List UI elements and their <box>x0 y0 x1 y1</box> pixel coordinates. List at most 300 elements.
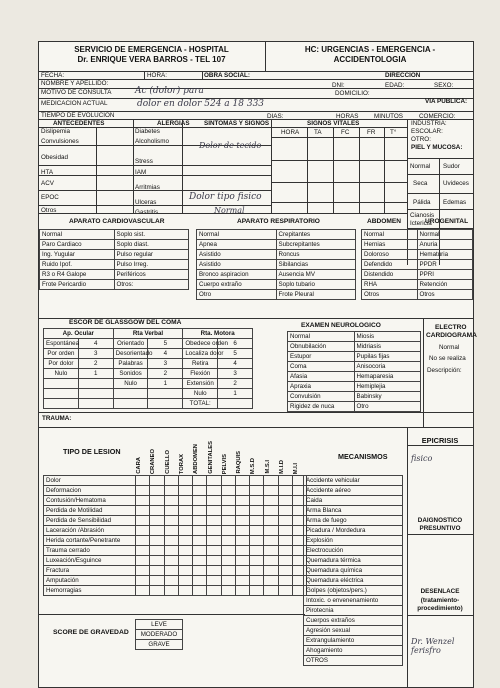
neuro-row <box>288 392 421 402</box>
lesion-cell[interactable] <box>150 546 164 556</box>
domicilio-label: DOMICILIO: <box>335 90 370 97</box>
lesion-type: Contusión/Hematoma <box>44 496 136 506</box>
alergia-3: IAM <box>135 169 147 176</box>
lesion-cell[interactable] <box>250 566 264 576</box>
lesion-cell[interactable] <box>235 536 249 546</box>
lesion-cell[interactable] <box>221 496 235 506</box>
lesion-title: TIPO DE LESION <box>63 447 121 456</box>
lesion-cell[interactable] <box>221 486 235 496</box>
glasgow-cell: 2 <box>78 359 113 369</box>
lesion-cell[interactable] <box>221 576 235 586</box>
lesion-cell[interactable] <box>221 566 235 576</box>
cardio-item: Paro Cardiaco <box>40 240 115 250</box>
lesion-cell[interactable] <box>207 506 221 516</box>
lesion-type: Laceración /Abrasión <box>44 526 136 536</box>
mecanismo-item: OTROS <box>304 656 403 666</box>
lesion-cell[interactable] <box>136 476 150 486</box>
urogenital-item: PPRI <box>417 270 473 280</box>
mecanismo-item: Explosión <box>304 536 403 546</box>
neuro-item: Hemaparesia <box>354 372 421 382</box>
lesion-cell[interactable] <box>235 526 249 536</box>
lesion-cell[interactable] <box>136 586 150 596</box>
neuro-row <box>288 362 421 372</box>
otro-label: OTRO: <box>411 136 431 143</box>
gravedad-row <box>136 640 183 650</box>
gravedad-row <box>136 630 183 640</box>
lesion-cell[interactable] <box>278 506 292 516</box>
medicacion-handwriting: dolor en dolor 524 a 18 333 <box>137 99 265 109</box>
diag-title-2: PRESUNTIVO <box>419 525 461 532</box>
lesion-cell[interactable] <box>264 486 278 496</box>
neuro-row <box>288 332 421 342</box>
mecanismo-item: Electrocución <box>304 546 403 556</box>
region-header: M.S.D <box>250 457 257 474</box>
lesion-type: Deformacion <box>44 486 136 496</box>
lesion-cell[interactable] <box>264 476 278 486</box>
mecanismo-row <box>304 646 403 656</box>
neuro-item: Coma <box>288 362 355 372</box>
cardio-item: R3 o R4 Galope <box>40 270 115 280</box>
gravedad-level: MODERADO <box>136 630 183 640</box>
direccion-label: DIRECCION <box>385 72 421 79</box>
lesion-cell[interactable] <box>264 526 278 536</box>
lesion-cell[interactable] <box>178 476 192 486</box>
glasgow-table <box>43 328 253 409</box>
lesion-cell[interactable] <box>250 516 264 526</box>
piel-item-4: Pálida <box>413 199 431 206</box>
lesion-cell[interactable] <box>164 476 178 486</box>
lesion-regions <box>134 430 304 474</box>
ecg-title-1: ELECTRO <box>435 324 467 331</box>
lesion-cell[interactable] <box>278 576 292 586</box>
lesion-cell[interactable] <box>136 486 150 496</box>
mecanismo-row <box>304 586 403 596</box>
lesion-cell[interactable] <box>193 566 207 576</box>
lesion-cell[interactable] <box>150 586 164 596</box>
vitales-col-3: FR <box>367 129 376 136</box>
lesion-cell[interactable] <box>150 566 164 576</box>
urogenital-item: Retención <box>417 280 473 290</box>
resp-table <box>196 229 356 300</box>
lesion-cell[interactable] <box>136 536 150 546</box>
cardio-row <box>40 260 189 270</box>
glasgow-row <box>44 369 253 379</box>
lesion-cell[interactable] <box>221 526 235 536</box>
lesion-cell[interactable] <box>193 476 207 486</box>
lesion-cell[interactable] <box>150 476 164 486</box>
cardio-item: Otros: <box>114 280 189 290</box>
lesion-cell[interactable] <box>264 506 278 516</box>
lesion-cell[interactable] <box>178 516 192 526</box>
mecanismo-row <box>304 516 403 526</box>
lesion-cell[interactable] <box>207 536 221 546</box>
resp-item: Asistido <box>197 260 277 270</box>
lesion-cell[interactable] <box>264 576 278 586</box>
lesion-cell[interactable] <box>150 486 164 496</box>
lesion-row <box>44 496 307 506</box>
lesion-cell[interactable] <box>178 526 192 536</box>
lesion-cell[interactable] <box>221 536 235 546</box>
lesion-cell[interactable] <box>164 506 178 516</box>
lesion-cell[interactable] <box>207 566 221 576</box>
glasgow-cell: Extensión <box>183 379 218 389</box>
lesion-cell[interactable] <box>136 576 150 586</box>
glasgow-row <box>44 359 253 369</box>
lesion-cell[interactable] <box>207 556 221 566</box>
obra-social-label: OBRA SOCIAL: <box>204 72 250 79</box>
cardio-row <box>40 280 189 290</box>
lesion-cell[interactable] <box>178 496 192 506</box>
mecanismo-row <box>304 556 403 566</box>
lesion-cell[interactable] <box>136 566 150 576</box>
glasgow-cell: 4 <box>218 359 253 369</box>
resp-row <box>197 260 356 270</box>
lesion-cell[interactable] <box>150 526 164 536</box>
desenlace-handwriting: Dr. Wenzel ferisfro <box>411 637 455 655</box>
piel-title: PIEL Y MUCOSA: <box>411 144 463 151</box>
mecanismo-row <box>304 616 403 626</box>
mecanismo-item: Agresión sexual <box>304 626 403 636</box>
lesion-cell[interactable] <box>164 526 178 536</box>
lesion-cell[interactable] <box>250 486 264 496</box>
glasgow-cell: Flexión <box>183 369 218 379</box>
lesion-cell[interactable] <box>250 496 264 506</box>
glasgow-cell <box>78 389 113 399</box>
sexo-label: SEXO: <box>434 82 454 89</box>
lesion-cell[interactable] <box>278 526 292 536</box>
lesion-cell[interactable] <box>278 476 292 486</box>
lesion-cell[interactable] <box>207 526 221 536</box>
lesion-cell[interactable] <box>136 556 150 566</box>
piel-item-7: Ictericia <box>410 220 432 227</box>
mecanismo-row <box>304 506 403 516</box>
lesion-cell[interactable] <box>178 576 192 586</box>
ecg-no-realiza: No se realiza <box>429 355 466 362</box>
lesion-type: Fractura <box>44 566 136 576</box>
abdomen-uro-row <box>362 280 473 290</box>
lesion-cell[interactable] <box>278 546 292 556</box>
antecedente-2: Obesidad <box>41 154 68 161</box>
lesion-cell[interactable] <box>150 496 164 506</box>
lesion-cell[interactable] <box>235 586 249 596</box>
lesion-cell[interactable] <box>264 586 278 596</box>
lesion-cell[interactable] <box>164 496 178 506</box>
neuro-title: EXAMEN NEUROLOGICO <box>301 322 381 329</box>
resp-item: Apnea <box>197 240 277 250</box>
lesion-cell[interactable] <box>150 576 164 586</box>
antecedentes-title: ANTECEDENTES <box>53 120 105 127</box>
region-header: M.I.D <box>279 460 285 474</box>
lesion-cell[interactable] <box>207 486 221 496</box>
lesion-cell[interactable] <box>264 496 278 506</box>
antecedente-6: Otros <box>41 207 57 214</box>
ecg-descripcion: Descripción: <box>427 367 462 374</box>
vitales-col-2: FC <box>341 129 350 136</box>
cardio-item: Pulso Irreg. <box>114 260 189 270</box>
lesion-cell[interactable] <box>136 506 150 516</box>
resp-row <box>197 270 356 280</box>
vitales-col-0: HORA <box>281 129 300 136</box>
lesion-cell[interactable] <box>221 546 235 556</box>
diag-title-1: DAIGNOSTICO <box>417 517 463 524</box>
glasgow-cell: 4 <box>78 339 113 349</box>
lesion-cell[interactable] <box>164 576 178 586</box>
glasgow-row <box>44 339 253 349</box>
mecanismo-item: Ahogamiento <box>304 646 403 656</box>
lesion-cell[interactable] <box>207 516 221 526</box>
resp-item: Sibilancias <box>276 260 356 270</box>
lesion-cell[interactable] <box>193 546 207 556</box>
lesion-cell[interactable] <box>221 516 235 526</box>
lesion-type: Trauma cerrado <box>44 546 136 556</box>
neuro-row <box>288 342 421 352</box>
mecanismo-item: Quemadura térmica <box>304 556 403 566</box>
glasgow-title: ESCOR DE GLASSGOW DEL COMA <box>69 319 182 326</box>
mecanismo-item: Accidente aéreo <box>304 486 403 496</box>
neuro-row <box>288 402 421 412</box>
lesion-cell[interactable] <box>235 476 249 486</box>
lesion-cell[interactable] <box>235 576 249 586</box>
resp-item: Normal <box>197 230 277 240</box>
glasgow-cell: Nulo <box>183 389 218 399</box>
glasgow-cell <box>148 389 183 399</box>
mecanismos-title: MECANISMOS <box>338 452 388 461</box>
lesion-cell[interactable] <box>164 536 178 546</box>
lesion-cell[interactable] <box>235 486 249 496</box>
lesion-cell[interactable] <box>193 576 207 586</box>
lesion-table <box>43 475 307 596</box>
mecanismo-row <box>304 486 403 496</box>
lesion-cell[interactable] <box>250 586 264 596</box>
lesion-cell[interactable] <box>136 546 150 556</box>
lesion-cell[interactable] <box>250 556 264 566</box>
glasgow-cell: TOTAL: <box>183 399 218 409</box>
cardio-item: Ing. Yugular <box>40 250 115 260</box>
mecanismo-item: Arma Blanca <box>304 506 403 516</box>
lesion-cell[interactable] <box>264 556 278 566</box>
piel-item-2: Seca <box>413 180 428 187</box>
desenlace-2: (tratamiento- <box>420 597 460 604</box>
neuro-item: Midriasis <box>354 342 421 352</box>
lesion-cell[interactable] <box>178 586 192 596</box>
neuro-item: Rigidez de nuca <box>288 402 355 412</box>
glasgow-cell: 4 <box>148 349 183 359</box>
lesion-cell[interactable] <box>164 556 178 566</box>
fecha-label: FECHA: <box>41 72 65 79</box>
alergia-4: Arritmias <box>135 184 160 191</box>
mecanismo-row <box>304 596 403 606</box>
sintomas-handwriting-3: Normal <box>214 206 245 215</box>
sintomas-title: SINTOMAS Y SIGNOS <box>204 120 270 127</box>
lesion-cell[interactable] <box>278 556 292 566</box>
hc-title-1: HC: URGENCIAS - EMERGENCIA - <box>304 45 436 54</box>
vitales-title: SIGNOS VITALES <box>307 120 360 127</box>
lesion-cell[interactable] <box>193 526 207 536</box>
lesion-cell[interactable] <box>178 556 192 566</box>
lesion-row <box>44 576 307 586</box>
gravedad-row <box>136 620 183 630</box>
lesion-row <box>44 516 307 526</box>
lesion-cell[interactable] <box>207 476 221 486</box>
cardio-title: APARATO CARDIOVASCULAR <box>69 218 165 225</box>
trauma-label: TRAUMA: <box>42 415 72 422</box>
neuro-row <box>288 382 421 392</box>
lesion-cell[interactable] <box>150 536 164 546</box>
lesion-cell[interactable] <box>193 536 207 546</box>
region-header: M.S.I <box>264 460 271 474</box>
mecanismo-row <box>304 526 403 536</box>
lesion-cell[interactable] <box>278 536 292 546</box>
abdomen-uro-row <box>362 260 473 270</box>
neuro-item: Anisocoria <box>354 362 421 372</box>
lesion-cell[interactable] <box>264 516 278 526</box>
mecanismo-row <box>304 636 403 646</box>
lesion-cell[interactable] <box>207 546 221 556</box>
lesion-cell[interactable] <box>178 506 192 516</box>
lesion-cell[interactable] <box>221 556 235 566</box>
mecanismo-item: Quemadura química <box>304 566 403 576</box>
lesion-cell[interactable] <box>193 516 207 526</box>
lesion-cell[interactable] <box>150 556 164 566</box>
epicrisis-handwriting: fisico <box>411 454 433 463</box>
glasgow-row <box>44 379 253 389</box>
lesion-cell[interactable] <box>193 486 207 496</box>
region-header: M.I.I <box>293 462 300 474</box>
lesion-cell[interactable] <box>164 586 178 596</box>
lesion-cell[interactable] <box>164 546 178 556</box>
edad-label: EDAD: <box>385 82 405 89</box>
glasgow-h-verbal: Rta Verbal <box>113 329 183 339</box>
lesion-cell[interactable] <box>250 506 264 516</box>
lesion-cell[interactable] <box>178 486 192 496</box>
lesion-cell[interactable] <box>136 516 150 526</box>
lesion-type: Hemorragias <box>44 586 136 596</box>
lesion-cell[interactable] <box>207 586 221 596</box>
lesion-cell[interactable] <box>235 556 249 566</box>
abdomen-uro-row <box>362 240 473 250</box>
lesion-row <box>44 506 307 516</box>
lesion-cell[interactable] <box>250 576 264 586</box>
lesion-cell[interactable] <box>250 536 264 546</box>
cardio-row <box>40 270 189 280</box>
lesion-cell[interactable] <box>278 516 292 526</box>
glasgow-cell <box>44 399 79 409</box>
lesion-cell[interactable] <box>178 536 192 546</box>
mecanismo-row <box>304 536 403 546</box>
resp-row <box>197 280 356 290</box>
lesion-cell[interactable] <box>250 546 264 556</box>
lesion-cell[interactable] <box>150 516 164 526</box>
mecanismo-row <box>304 496 403 506</box>
region-header: TORAX <box>178 453 185 474</box>
gravedad-level: LEVE <box>136 620 183 630</box>
lesion-cell[interactable] <box>207 576 221 586</box>
gravedad-table <box>135 619 183 650</box>
alergia-5: Ulceras <box>135 199 157 206</box>
neuro-table <box>287 331 421 412</box>
lesion-cell[interactable] <box>278 566 292 576</box>
lesion-cell[interactable] <box>193 556 207 566</box>
lesion-cell[interactable] <box>150 506 164 516</box>
abdomen-item: Otros <box>362 290 418 300</box>
lesion-cell[interactable] <box>250 526 264 536</box>
lesion-cell[interactable] <box>235 566 249 576</box>
mecanismo-row <box>304 546 403 556</box>
mecanismo-item: Picadura / Mordedura <box>304 526 403 536</box>
resp-item: Cuerpo extraño <box>197 280 277 290</box>
lesion-cell[interactable] <box>278 586 292 596</box>
lesion-cell[interactable] <box>178 546 192 556</box>
lesion-cell[interactable] <box>235 546 249 556</box>
lesion-cell[interactable] <box>235 496 249 506</box>
lesion-cell[interactable] <box>250 476 264 486</box>
lesion-cell[interactable] <box>193 506 207 516</box>
lesion-cell[interactable] <box>264 546 278 556</box>
glasgow-cell: 5 <box>218 349 253 359</box>
lesion-row <box>44 476 307 486</box>
cardio-row <box>40 230 189 240</box>
glasgow-cell: Por dolor <box>44 359 79 369</box>
lesion-cell[interactable] <box>193 496 207 506</box>
lesion-cell[interactable] <box>221 586 235 596</box>
resp-item: Frote Pleural <box>276 290 356 300</box>
urogenital-item: Hematuria <box>417 250 473 260</box>
lesion-cell[interactable] <box>278 486 292 496</box>
lesion-row <box>44 486 307 496</box>
antecedente-4: ACV <box>41 180 54 187</box>
piel-item-0: Normal <box>410 163 431 170</box>
lesion-cell[interactable] <box>221 506 235 516</box>
resp-item: Bronco aspiracion <box>197 270 277 280</box>
lesion-cell[interactable] <box>136 526 150 536</box>
neuro-item: Pupilas fijas <box>354 352 421 362</box>
lesion-cell[interactable] <box>235 506 249 516</box>
lesion-cell[interactable] <box>178 566 192 576</box>
lesion-cell[interactable] <box>164 486 178 496</box>
medicacion-label: MEDICACION ACTUAL <box>41 100 108 107</box>
neuro-row <box>288 372 421 382</box>
resp-item: Ausencia MV <box>276 270 356 280</box>
via-publica-label: VIA PUBLICA: <box>425 98 468 105</box>
neuro-item: Babinsky <box>354 392 421 402</box>
ecg-title-2: CARDIOGRAMA <box>426 332 477 339</box>
lesion-cell[interactable] <box>164 516 178 526</box>
lesion-cell[interactable] <box>264 536 278 546</box>
lesion-cell[interactable] <box>278 496 292 506</box>
abdomen-item: Normal <box>362 230 418 240</box>
glasgow-cell: Nulo <box>113 379 148 389</box>
lesion-cell[interactable] <box>164 566 178 576</box>
glasgow-cell: Obedece orden <box>183 339 218 349</box>
region-header: CRANEO <box>150 448 157 474</box>
neuro-item: Estupor <box>288 352 355 362</box>
abdomen-uro-row <box>362 270 473 280</box>
mecanismo-item: Intoxic. o envenenamiento <box>304 596 403 606</box>
lesion-cell[interactable] <box>136 496 150 506</box>
comercio-label: COMERCIO: <box>419 113 456 120</box>
lesion-cell[interactable] <box>221 476 235 486</box>
lesion-cell[interactable] <box>193 586 207 596</box>
piel-item-5: Edemas <box>443 199 467 206</box>
lesion-cell[interactable] <box>264 566 278 576</box>
region-header: GENITALES <box>207 441 214 474</box>
glasgow-cell: Desorientado <box>113 349 148 359</box>
lesion-cell[interactable] <box>207 496 221 506</box>
abdomen-title: ABDOMEN <box>367 218 402 225</box>
glasgow-cell: 3 <box>148 359 183 369</box>
lesion-type: Perdida de Motilidad <box>44 506 136 516</box>
lesion-cell[interactable] <box>235 516 249 526</box>
